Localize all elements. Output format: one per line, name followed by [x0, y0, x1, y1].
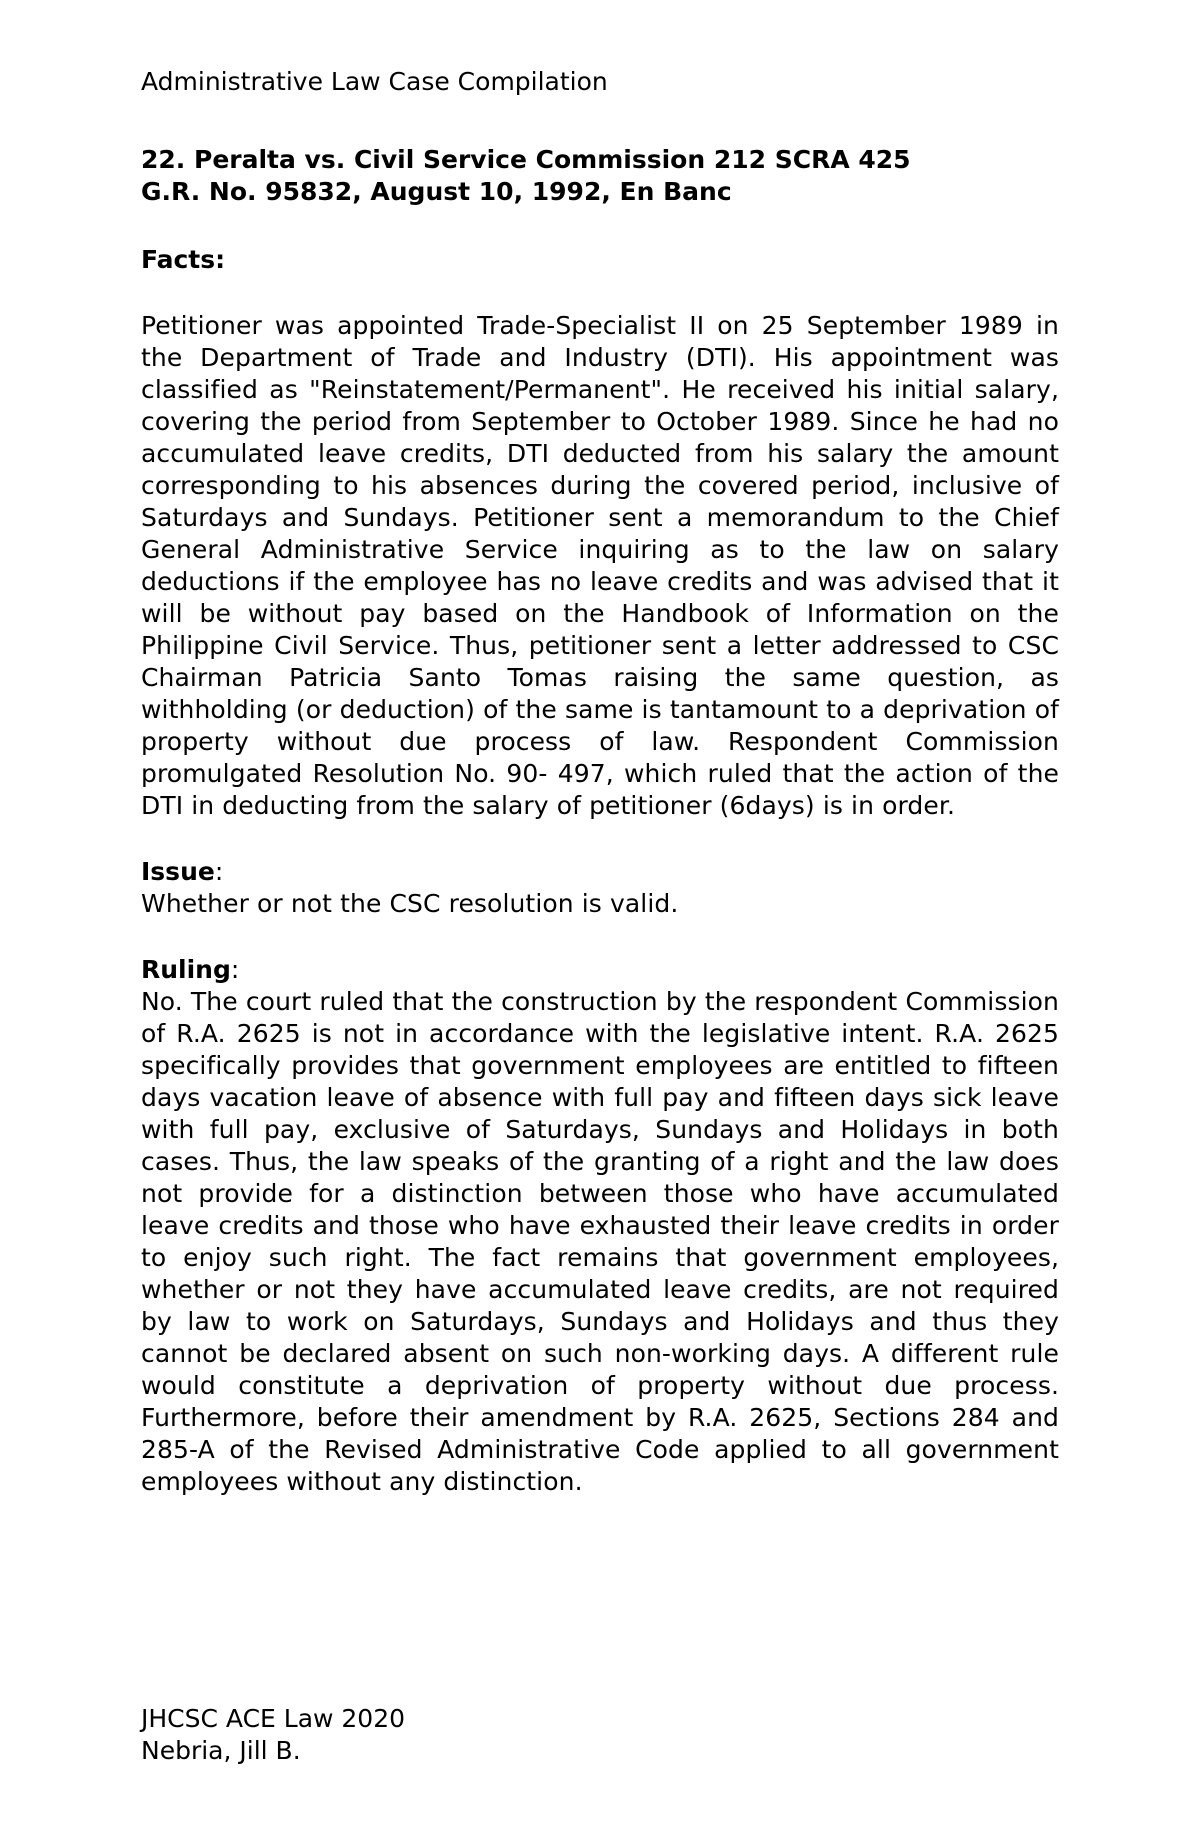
document-header: Administrative Law Case Compilation [141, 67, 608, 96]
issue-heading-text: Issue [141, 857, 215, 886]
footer-line-1: JHCSC ACE Law 2020 [141, 1704, 406, 1733]
case-title-line-2: G.R. No. 95832, August 10, 1992, En Banc [141, 177, 732, 206]
ruling-heading-colon: : [230, 955, 240, 984]
issue-paragraph: Whether or not the CSC resolution is valid. [141, 889, 679, 918]
ruling-heading-text: Ruling [141, 955, 231, 984]
ruling-paragraph: No. The court ruled that the construction by the respondent Commission of R.A. 2625 is not in accordance with the legislative intent. R.A. 2625 specifically provides that government employees are entitled to fifteen days vacation leave of absence with full pay and fifteen days sick leave with full pay, exclusive of Saturdays, Sundays and Holidays in both cases. Thus, the law speaks of the granting of a right and the law does not provide for a distinction between those who have accumulated leave credits and those who have exhausted their leave credits in order to enjoy such right. The fact remains that government employees, whether or not they have accumulated leave credits, are not required by law to work on Saturdays, Sundays and Holidays and thus they cannot be declared absent on such non-working days. A different rule would constitute a deprivation of property without due process. Furthermore, before their amendment by R.A. 2625, Sections 284 and 285-A of the Revised Administrative Code applied to all government employees without any distinction. [141, 987, 1059, 1496]
issue-heading [141, 856, 1059, 888]
case-title-line-1: 22. Peralta vs. Civil Service Commission 212 SCRA 425 [141, 145, 911, 174]
facts-paragraph: Petitioner was appointed Trade-Specialist II on 25 September 1989 in the Department of Trade and Industry (DTI). His appointment was classified as "Reinstatement/Permanent". He received his initial salary, covering the period from September to October 1989. Since he had no accumulated leave credits, DTI deducted from his salary the amount corresponding to his absences during the covered period, inclusive of Saturdays and Sundays. Petitioner sent a memorandum to the Chief General Administrative Service inquiring as to the law on salary deductions if the employee has no leave credits and was advised that it will be without pay based on the Handbook of Information on the Philippine Civil Service. Thus, petitioner sent a letter addressed to CSC Chairman Patricia Santo Tomas raising the same question, as withholding (or deduction) of the same is tantamount to a deprivation of property without due process of law. Respondent Commission promulgated Resolution No. 90- 497, which ruled that the action of the DTI in deducting from the salary of petitioner (6days) is in order. [141, 311, 1059, 820]
case-title [141, 144, 1059, 208]
footer-line-2: Nebria, Jill B. [141, 1736, 301, 1765]
ruling-heading [141, 954, 1059, 986]
document-page [141, 66, 1059, 1498]
issue-heading-colon: : [214, 857, 224, 886]
document-footer [141, 1703, 405, 1767]
facts-heading: Facts: [141, 245, 226, 274]
